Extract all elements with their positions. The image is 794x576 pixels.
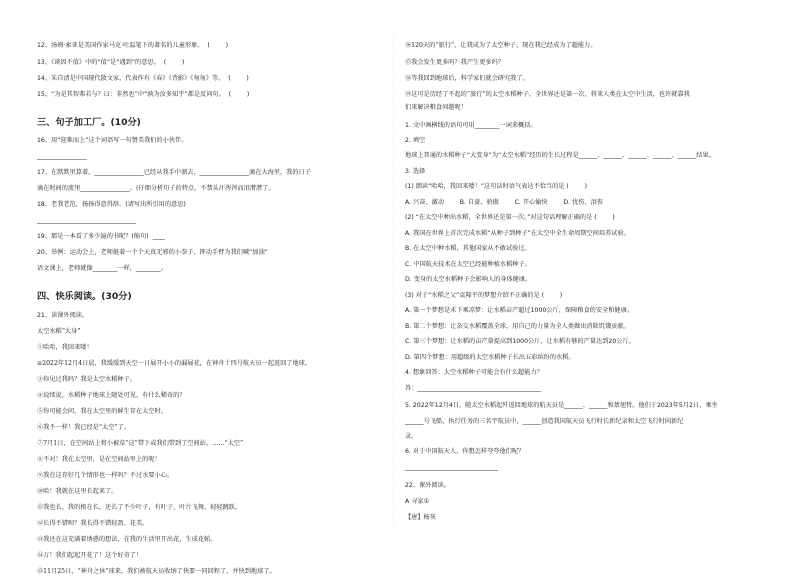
passage-title: 太空水稻“大身” <box>37 328 81 335</box>
reading-q3-2: (2) “在太空中种出水稻，全世界还是第一次。”对这句话理解正确的是 ( ) <box>405 214 615 221</box>
answer-line-18: ________________________________ <box>37 217 136 224</box>
reading-q3: 3. 选择 <box>405 168 426 175</box>
reading-q3-1-options: A. 兴奋、激动 B. 自豪、骄傲 C. 开心愉快 D. 忧伤、泪丧 <box>405 199 603 206</box>
reading-q3-2-option-b: B. 在太空中种水稻，其他国家从不敢试验过。 <box>405 245 531 252</box>
reading-q3-3-option-d: D. 第四个梦想：用超级的太空水稻种子长出五彩缤纷的水稻。 <box>405 354 575 361</box>
reading-q2-stem: 地球上普通的水稻种子“大变身”为“太空水稻”经历的生长过程是______、______、______、______、______结果。 <box>405 152 715 159</box>
reading-q3-3-option-c: C. 第三个梦想：让水稻的亩产量提高到1000公斤，让水稻有够的产量达到20公斤。 <box>405 338 635 345</box>
passage-para-19-line-1: ⑲这可是历经了不起的“旅行”的太空水稻种子，全世界还是第一次。将来人类在太空中生活，也许就靠我 <box>405 91 690 98</box>
reading-q3-3: (3) 对于“水稻之父”袁隆平的梦想介绍不正确的是 ( ) <box>405 292 563 299</box>
question-21: 21、读课外阅读。 <box>37 312 89 319</box>
reading-q3-2-option-a: A. 我国在世界上首次完成水稻“从种子到种子”在太空中全生命周期空间培养试验。 <box>405 230 630 237</box>
passage-para-10: ⑩哈！我就在这里长起来了。 <box>37 488 118 495</box>
question-17-line-2: 滴在时间的流里________________。(仔细分析句子的特点，不禁头汗涔涔而泪潸潸了。 <box>37 185 275 192</box>
passage-para-4: ④说续说，水稻种子地球上随处可见，有什么稀奇的？ <box>37 392 186 399</box>
question-16: 16、用“迎难而上”这个词语写一句赞美我们的小伙伴。 <box>37 137 188 144</box>
section-3-heading: 三、句子加工厂。(10分) <box>37 117 141 128</box>
passage-para-1: ①哈哈，我回来喽！ <box>37 344 93 351</box>
question-13: 13、《谈因不值》中的“值”是“遇到”的意思。 ( ) <box>37 59 185 66</box>
question-12: 12、汤姆·索亚是美国作家马克·吐温笔下的著名的儿童形象。 ( ) <box>37 42 228 49</box>
passage-para-11: ⑪我也长。我的根在长，还长了不少叶子，有叶子，叶片飞舞，轻轻跳跃。 <box>37 504 242 511</box>
reading-q3-1: (1) 朗读“哈哈，我回来喽！”这句话时语气表达不恰当的是 ( ) <box>405 183 587 190</box>
passage-para-6: ⑥我不一样！我已经是“太空”了。 <box>37 424 130 431</box>
reading-q2: 2. 填空 <box>405 137 426 144</box>
passage-para-7: ⑦7月1日，在空间站上将小被草“这”带下或我们带到了空间站。……“太空” <box>37 440 244 447</box>
page-fold <box>393 30 394 530</box>
passage-para-9: ⑨我在这存好几个情形也一样吗？不过水要小心。 <box>37 472 174 479</box>
poem-author: 【唐】杨灰 <box>405 514 436 521</box>
reading-q5-line-1: 5. 2022年12月4日，随太空水稻起歼返回地球的航天员是______、______和蔡旭哲。他们于2023年5月2日，乘坐 <box>405 402 718 409</box>
question-20-line-2: 语文课上，老师就像________一样，________。 <box>37 265 167 272</box>
answer-line-16: ________________ <box>37 153 87 160</box>
passage-para-17: ⑰我会发生更多吗？我产生更多吗？ <box>405 59 504 66</box>
passage-para-12: ⑫长得不错呗？我长得不错轻盈、花美。 <box>37 520 149 527</box>
reading-q4-answer: 答：________________________________________ <box>405 385 542 392</box>
question-15: 15、“为是其智弗若与？曰：非然也”中“孰为汝多知乎”都是反问句。 ( ) <box>37 91 250 98</box>
reading-q5-line-2: ______号飞船，执行任务的三名宇航员中，______创造我国航天员飞行时长新纪录和太空飞行时间新纪 <box>405 418 684 425</box>
passage-para-14: ⑭万！我们起起开花了！这个好奇了！ <box>37 552 143 559</box>
reading-q3-2-option-d: D. 变身的太空水稻种子会影响人的身体健康。 <box>405 276 532 283</box>
passage-para-18: ⑱等我回到地球后，科学家们就会研究我了。 <box>405 75 529 82</box>
reading-q6-answer-line: ______________________________ <box>405 464 498 471</box>
passage-para-13: ⑬我还在这充满着诱惑的想法，在我的生活里开出花，生成花帕。 <box>37 536 217 543</box>
question-19: 19、那是一本看了多少遍的书呢？(缩句) ____ <box>37 233 166 240</box>
section-4-heading: 四、快乐阅读。(30分) <box>37 291 132 302</box>
passage-para-16: ⑯120天的“旅行”，让我成为了太空种子，现在我已经成为了超能力。 <box>405 42 597 49</box>
passage-para-3: ③你见过我吗？我是太空水稻种子。 <box>37 376 136 383</box>
reading-q5-line-3: 录。 <box>405 433 418 440</box>
reading-q6: 6. 对于中国航天人，你想怎样夸夸他们呢？ <box>405 448 525 455</box>
reading-q4: 4. 想象回答：太空水稻种子可能会有什么超能力？ <box>405 369 543 376</box>
passage-para-8: ⑧不对！我在太空里，是在空间站里上的呢！ <box>37 456 161 463</box>
question-18: 18、老我老范，扬扬得意得辞。(请写出所引用的意思) <box>37 201 186 208</box>
question-22: 22、课外阅读。 <box>405 482 450 489</box>
passage-para-2: ≡2022年12月4日晨，我缓缓到天空一日展开小小的漏展花，在神舟十四号航天员一起返回了地球。 <box>37 360 312 367</box>
question-17-line-1: 17、在默默里算着，________________已经从我手中溜去，________________滴在大海里，我的日子 <box>37 169 311 176</box>
passage-para-5: ⑤你可能会问，我在太空里的鲜生存在太空时。 <box>37 408 167 415</box>
passage-para-19-line-2: 们来解决粮食问题呢！ <box>405 104 467 111</box>
reading-q3-3-option-a: A. 第一个梦想是禾下乘凉梦：让水稻亩产超过1000公斤，保障粮食的安全和健康。 <box>405 307 633 314</box>
passage-para-15: ⑮11月25日，“神舟之休”球来，我们被航天员收纳了快要一同回程了，并快到地球了。 <box>37 568 276 575</box>
question-14: 14、朱自清是中国现代散文家，代表作有《春》《背影》《匆匆》等。 ( ) <box>37 75 249 82</box>
reading-q3-2-option-c: C. 中国航天技术在太空已经能种植水稻种子。 <box>405 261 531 268</box>
reading-q1: 1. 文中画横线的语句可用________一词来概括。 <box>405 122 537 129</box>
reading-q3-3-option-b: B. 第二个梦想：让杂交水稻覆盖全球，用自己的力量为全人类做出消除饥饿贡献。 <box>405 323 630 330</box>
poem-title: A 寻家① <box>405 498 430 505</box>
question-20-line-1: 20、举例：运动会上，老师挺着一个个天真无邪的小拳子，挥动手臂为我们喊“加油” <box>37 249 268 256</box>
